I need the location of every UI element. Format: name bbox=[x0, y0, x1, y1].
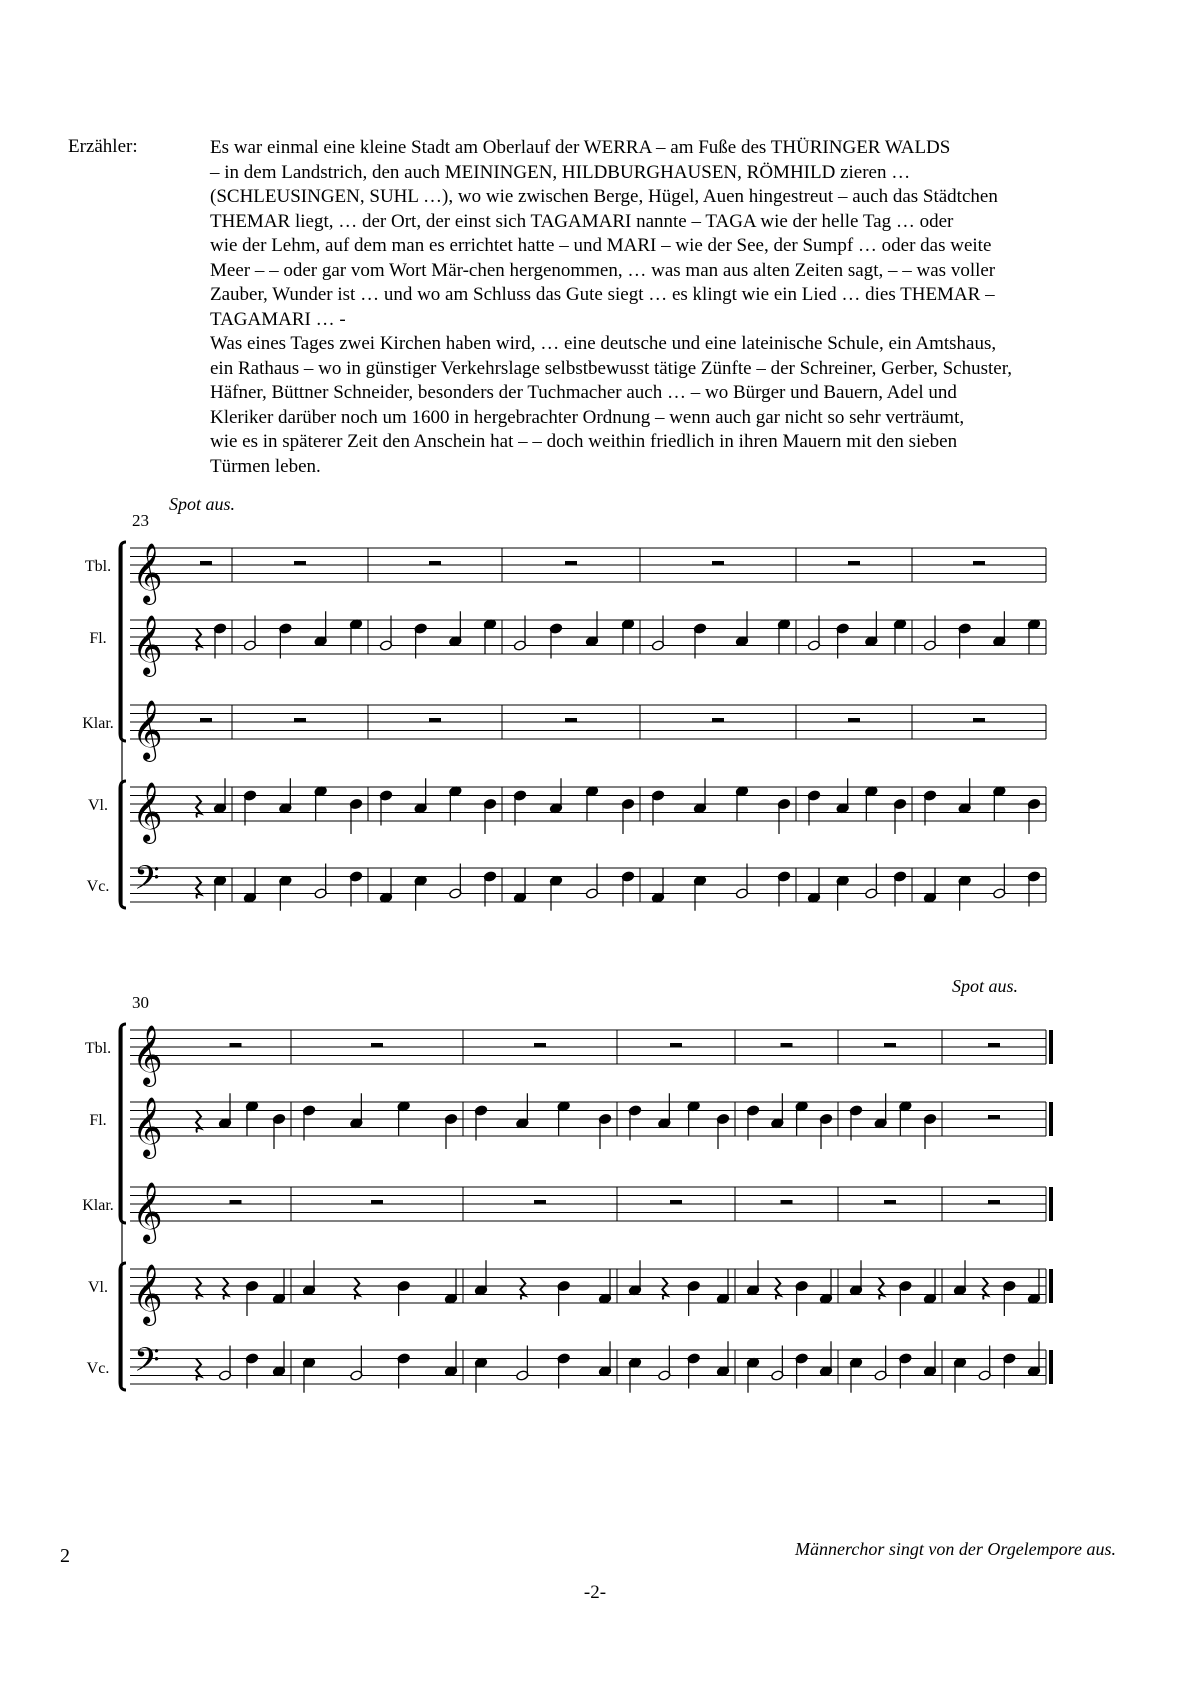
staff-tbl bbox=[85, 543, 1046, 605]
narration-line: – in dem Landstrich, den auch MEININGEN, HILDBURGHAUSEN, RÖMHILD zieren … bbox=[210, 161, 911, 183]
rest bbox=[354, 1278, 359, 1300]
rest bbox=[565, 718, 577, 722]
winds-bracket bbox=[120, 542, 126, 741]
staff-fl bbox=[89, 611, 1046, 677]
treble-clef: 𝄞 bbox=[132, 615, 163, 675]
rest bbox=[565, 561, 577, 565]
treble-clef: 𝄞 bbox=[132, 543, 163, 603]
staff-vc bbox=[87, 860, 1046, 911]
rest bbox=[196, 1278, 201, 1300]
rest bbox=[848, 718, 860, 722]
stage-direction-note: Männerchor singt von der Orgelempore aus. bbox=[795, 1539, 1116, 1559]
rest bbox=[775, 1278, 780, 1300]
rest bbox=[196, 1359, 201, 1381]
narration-line: wie der Lehm, auf dem man es errichtet hatte – und MARI – wie der See, der Sumpf … oder das weite bbox=[210, 235, 992, 256]
rest bbox=[712, 561, 724, 565]
treble-clef: 𝄞 bbox=[132, 1097, 163, 1157]
rest bbox=[670, 1043, 682, 1047]
rest bbox=[196, 796, 201, 818]
rest bbox=[670, 1200, 682, 1204]
instrument-label: Vc. bbox=[86, 878, 110, 895]
staff-tbl bbox=[85, 1025, 1051, 1087]
instrument-label: Klar. bbox=[82, 715, 114, 732]
rest bbox=[200, 718, 212, 722]
narration-line: Zauber, Wunder ist … und wo am Schluss das Gute siegt … es klingt wie ein Lied … dies THEMAR – bbox=[210, 284, 995, 305]
narration-line: wie es in späterer Zeit den Anschein hat – – doch weithin friedlich in ihren Mauern mit den sieben bbox=[210, 431, 958, 452]
staff-vc bbox=[87, 1341, 1051, 1393]
rest bbox=[884, 1200, 896, 1204]
instrument-label: Fl. bbox=[89, 630, 107, 647]
narration-line: Was eines Tages zwei Kirchen haben wird, … eine deutsche und eine lateinische Schule, ein Amtshaus, bbox=[210, 333, 997, 354]
rest bbox=[848, 561, 860, 565]
rest bbox=[988, 1115, 1000, 1119]
instrument-label: Klar. bbox=[82, 1197, 114, 1214]
rest bbox=[973, 561, 985, 565]
rest bbox=[983, 1278, 988, 1300]
rest bbox=[988, 1200, 1000, 1204]
rest bbox=[712, 718, 724, 722]
rest bbox=[230, 1200, 242, 1204]
rest bbox=[429, 561, 441, 565]
rest bbox=[196, 877, 201, 899]
staff-vl bbox=[88, 1260, 1051, 1326]
rest bbox=[879, 1278, 884, 1300]
narration-line: (SCHLEUSINGEN, SUHL …), wo wie zwischen Berge, Hügel, Auen hingestreut – auch das Städtchen bbox=[210, 186, 998, 207]
system-1 bbox=[82, 494, 1046, 911]
rest bbox=[294, 561, 306, 565]
treble-clef: 𝄞 bbox=[132, 1182, 163, 1242]
rest bbox=[662, 1278, 667, 1300]
measure-number: 30 bbox=[132, 993, 149, 1012]
instrument-label: Vl. bbox=[88, 797, 108, 814]
winds-bracket bbox=[120, 1024, 126, 1223]
rest bbox=[781, 1200, 793, 1204]
system-2 bbox=[82, 976, 1051, 1393]
rest bbox=[200, 561, 212, 565]
strings-bracket bbox=[120, 781, 126, 908]
narration-line: Türmen leben. bbox=[210, 455, 321, 477]
rest bbox=[371, 1043, 383, 1047]
rest bbox=[534, 1043, 546, 1047]
staff-klar bbox=[82, 1182, 1051, 1244]
rest bbox=[371, 1200, 383, 1204]
narration-line: TAGAMARI … - bbox=[210, 308, 346, 330]
rest bbox=[429, 718, 441, 722]
narration-line: Es war einmal eine kleine Stadt am Oberlauf der WERRA – am Fuße des THÜRINGER WALDS bbox=[210, 137, 951, 158]
page-number-left: 2 bbox=[60, 1545, 70, 1567]
bass-clef: 𝄢 bbox=[134, 1341, 160, 1388]
cue-text: Spot aus. bbox=[169, 494, 236, 514]
rest bbox=[223, 1278, 228, 1300]
instrument-label: Vl. bbox=[88, 1279, 108, 1296]
strings-bracket bbox=[120, 1263, 126, 1390]
page-number-center: -2- bbox=[583, 1582, 607, 1603]
narration-line: THEMAR liegt, … der Ort, der einst sich TAGAMARI nannte – TAGA wie der helle Tag … oder bbox=[210, 210, 954, 232]
narration-line: Kleriker darüber noch um 1600 in hergebrachter Ordnung – wenn auch gar nicht so sehr verträumt, bbox=[210, 406, 965, 428]
bass-clef: 𝄢 bbox=[134, 859, 160, 906]
measure-number: 23 bbox=[132, 511, 149, 530]
instrument-label: Vc. bbox=[86, 1360, 110, 1377]
staff-klar bbox=[82, 700, 1046, 762]
narration-line: ein Rathaus – wo in günstiger Verkehrslage selbstbewusst tätige Zünfte – der Schreiner, Gerber, Schuster, bbox=[210, 357, 1013, 379]
speaker-label: Erzähler: bbox=[68, 136, 138, 157]
treble-clef: 𝄞 bbox=[132, 700, 163, 760]
rest bbox=[196, 629, 201, 651]
cue-text: Spot aus. bbox=[951, 976, 1018, 996]
rest bbox=[294, 718, 306, 722]
instrument-label: Fl. bbox=[89, 1112, 107, 1129]
rest bbox=[781, 1043, 793, 1047]
staff-fl bbox=[89, 1093, 1051, 1159]
rest bbox=[884, 1043, 896, 1047]
rest bbox=[534, 1200, 546, 1204]
rest bbox=[988, 1043, 1000, 1047]
instrument-label: Tbl. bbox=[84, 558, 112, 575]
rest bbox=[196, 1111, 201, 1133]
treble-clef: 𝄞 bbox=[132, 782, 163, 842]
narration-line: Meer – – oder gar vom Wort Mär-chen hergenommen, … was man aus alten Zeiten sagt, – – was voller bbox=[210, 259, 996, 281]
staff-vl bbox=[88, 778, 1046, 844]
narration-line: Häfner, Büttner Schneider, besonders der Tuchmacher auch … – wo Bürger und Bauern, Adel und bbox=[210, 382, 957, 403]
rest bbox=[973, 718, 985, 722]
rest bbox=[230, 1043, 242, 1047]
instrument-label: Tbl. bbox=[84, 1040, 112, 1057]
treble-clef: 𝄞 bbox=[132, 1025, 163, 1085]
rest bbox=[520, 1278, 525, 1300]
treble-clef: 𝄞 bbox=[132, 1264, 163, 1324]
